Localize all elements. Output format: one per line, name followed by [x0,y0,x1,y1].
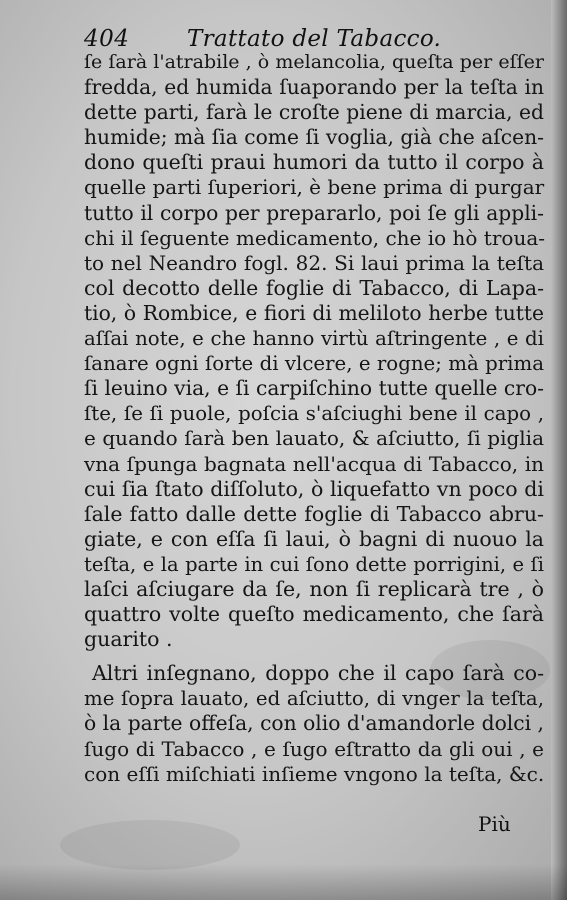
text-line: ſte, ſe ſi puole, poſcia s'aſciughi bene il capo , [84,402,544,426]
text-line: quattro volte queſto medicamento, che ſarà [84,602,544,627]
paper-stain [60,820,240,870]
text-line: laſci aſciugare da ſe, non ſi replicarà tre , ò [84,576,544,601]
text-line: ſanare ogni ſorte di vlcere, e rogne; mà prima [84,352,544,376]
text-line: me ſopra lauato, ed aſciutto, di vnger la teſta, [84,687,544,711]
text-line: cui ſia ſtato diſſoluto, ò liquefatto vn poco di [84,476,544,501]
text-line: humide; mà ſia come ſi voglia, già che aſcen- [84,125,544,150]
text-line: ſale fatto dalle dette foglie di Tabacco abru- [84,501,544,526]
text-line: con eſſi miſchiati inſieme vngono la teſta, &c. [84,761,545,786]
page-edge-shadow [551,0,567,900]
running-title: Trattato del Tabacco. [187,26,442,52]
page-bottom-shadow [0,864,567,900]
text-line: quelle parti ſuperiori, è bene prima di purgar [84,175,545,200]
text-line: ſugo di Tabacco , e ſugo eſtratto da gli oui , e [84,736,544,761]
text-line: Altri inſegnano, doppo che il capo ſarà co- [92,661,544,686]
text-line: to nel Neandro fogl. 82. Si laui prima la teſta [84,250,544,275]
text-line: dette parti, farà le croſte piene di marcia, ed [84,100,544,125]
text-line: e quando ſarà ben lauato, & aſciutto, ſi piglia [84,426,544,451]
text-line: vna ſpunga bagnata nell'acqua di Tabacco, in [84,451,544,476]
text-line: tio, ò Rombice, e fiori di meliloto herbe tutte [84,300,544,325]
paragraph [84,661,544,786]
text-line: teſta, e la parte in cui ſono dette porrigini, e ſi [84,552,544,576]
paragraph-gap [84,652,544,661]
text-line: tutto il corpo per prepararlo, poi ſe gli appli- [84,200,544,225]
text-line: aſſai note, e che hanno virtù aſtringente , e di [84,327,544,351]
text-line: ò la parte offeſa, con olio d'amandorle dolci , [84,711,544,736]
catchword: Più [478,812,511,836]
paragraph [84,50,544,652]
text-line: dono queſti praui humori da tutto il corpo à [84,150,544,175]
text-line: chi il ſeguente medicamento, che io hò trouа- [84,225,546,250]
text-line: col decotto delle foglie di Tabacco, di Lapa- [84,275,544,300]
text-line: fredda, ed humida ſuaporando per la teſta in [84,75,544,100]
text-line: ſi leuino via, e ſi carpiſchino tutte quelle cro- [84,376,544,401]
body-text [84,50,544,787]
text-line: guarito . [84,627,173,652]
text-line: ſe ſarà l'atrabile , ò melancolia, queſta per eſſer [84,51,544,73]
page-number: 404 [84,26,130,52]
text-line: giate, e con eſſa ſi laui, ò bagni di nuouo la [84,526,544,551]
